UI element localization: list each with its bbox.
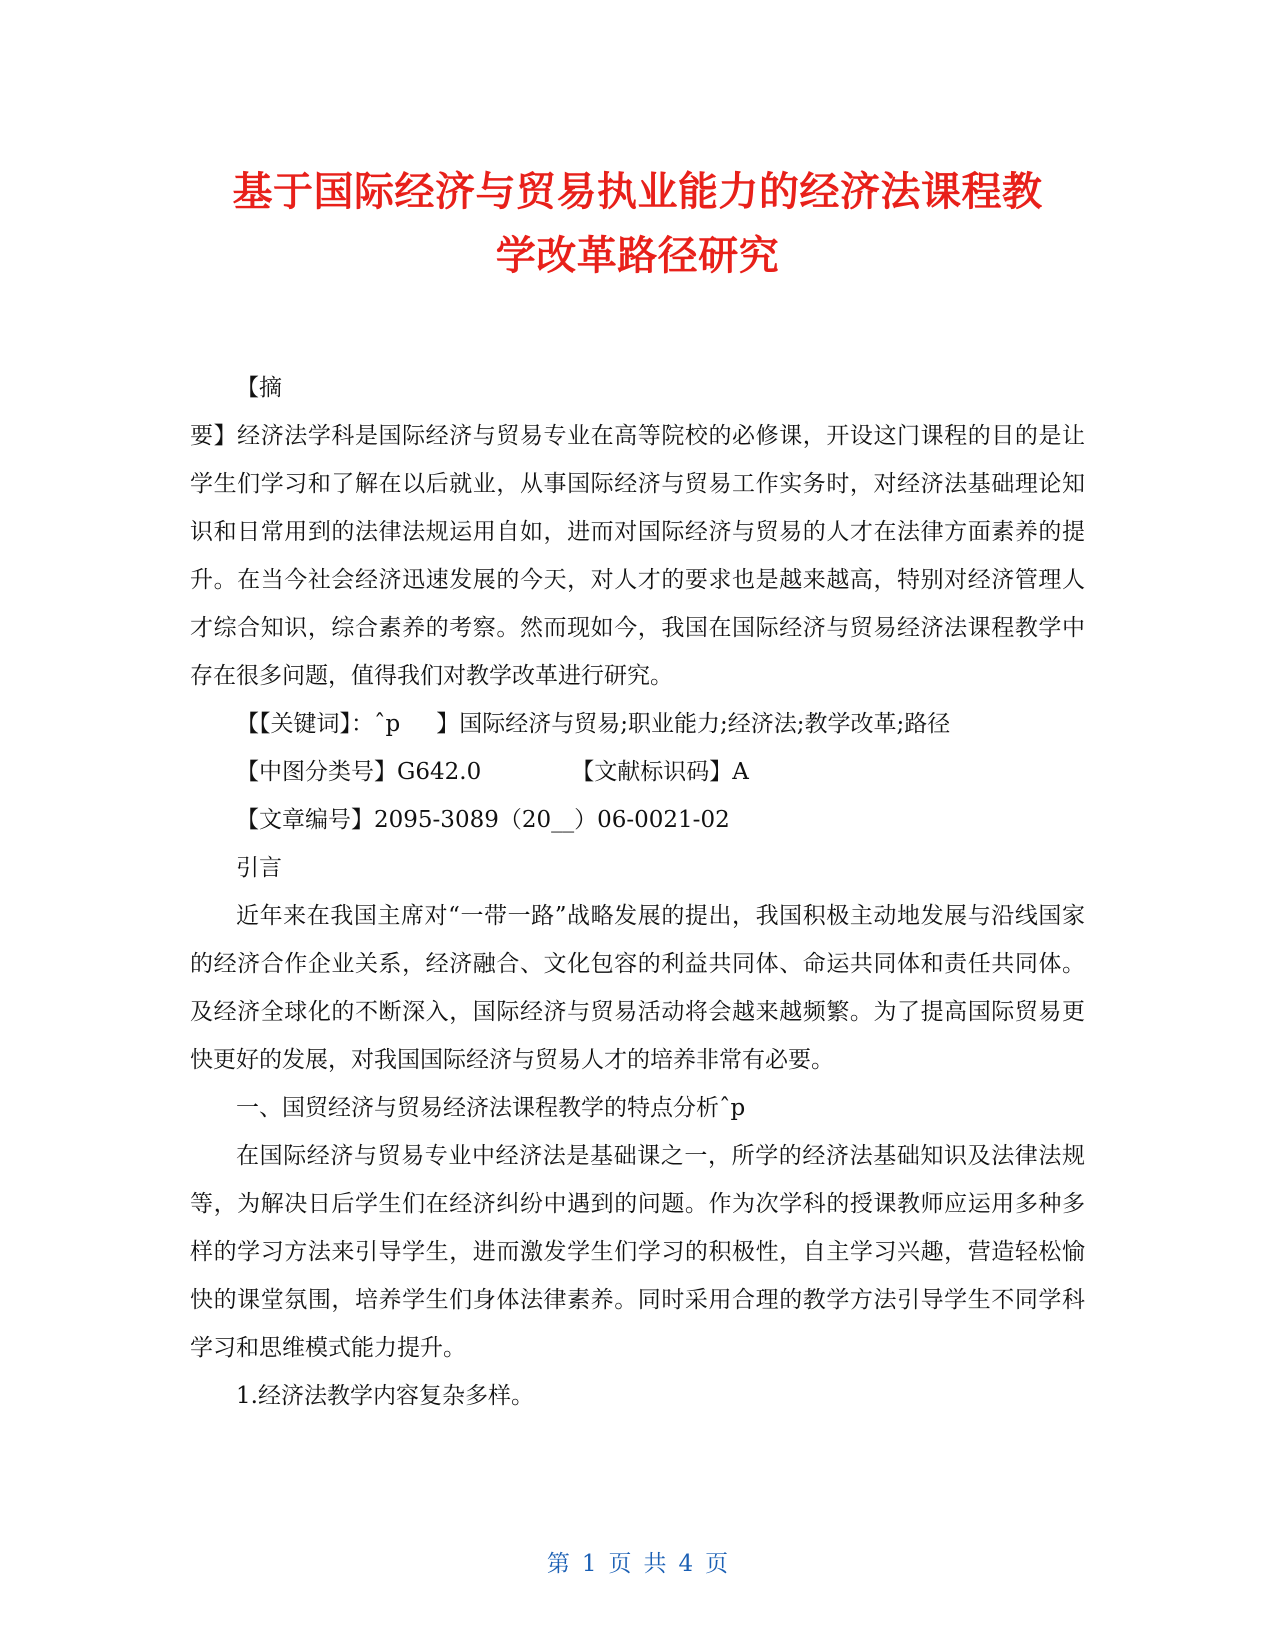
- section-1-heading: 一、国贸经济与贸易经济法课程教学的特点分析ˆp: [236, 1095, 746, 1121]
- article-no-value: 2095-3089（20__）06-0021-02: [374, 807, 730, 833]
- footer-gong: 共: [643, 1551, 667, 1577]
- keywords-line: [190, 700, 1085, 748]
- keywords-label: 【【关键词】：ˆp: [236, 711, 401, 737]
- article-no-label: 【文章编号】: [236, 807, 374, 833]
- document-body: [190, 364, 1085, 1420]
- keywords-bracket: 】: [436, 711, 460, 737]
- footer-ye-2: 页: [705, 1551, 729, 1577]
- section-1-paragraph: 在国际经济与贸易专业中经济法是基础课之一，所学的经济法基础知识及法律法规等，为解决日后学生们在经济纠纷中遇到的问题。作为次学科的授课教师应运用多种多样的学习方法来引导学生，进而激发学生们学习的积极性，自主学习兴趣，营造轻松愉快的课堂氛围，培养学生们身体法律素养。同时采用合理的教学方法引导学生不同学科学习和思维模式能力提升。: [190, 1143, 1085, 1361]
- list-item-1: 1.经济法教学内容复杂多样。: [236, 1383, 534, 1409]
- classification-line: [190, 748, 1085, 796]
- intro-paragraph: 近年来在我国主席对“一带一路”战略发展的提出，我国积极主动地发展与沿线国家的经济合作企业关系，经济融合、文化包容的利益共同体、命运共同体和责任共同体。及经济全球化的不断深入，国际经济与贸易活动将会越来越频繁。为了提高国际贸易更快更好的发展，对我国国际经济与贸易人才的培养非常有必要。: [190, 903, 1085, 1073]
- article-number-line: [190, 796, 1085, 844]
- footer-di: 第: [546, 1551, 570, 1577]
- abstract-label: 【摘: [236, 375, 282, 401]
- footer-total-pages: 4: [678, 1551, 694, 1577]
- abstract-text: 要】经济法学科是国际经济与贸易专业在高等院校的必修课，开设这门课程的目的是让学生们学习和了解在以后就业，从事国际经济与贸易工作实务时，对经济法基础理论知识和日常用到的法律法规运用自如，进而对国际经济与贸易的人才在法律方面素养的提升。在当今社会经济迅速发展的今天，对人才的要求也是越来越高，特别对经济管理人才综合知识，综合素养的考察。然而现如今，我国在国际经济与贸易经济法课程教学中存在很多问题，值得我们对教学改革进行研究。: [190, 423, 1085, 689]
- document-title-line-1: 基于国际经济与贸易执业能力的经济法课程教: [232, 169, 1043, 215]
- footer-page-number: 1: [581, 1551, 597, 1577]
- footer-ye: 页: [608, 1551, 632, 1577]
- intro-heading: 引言: [236, 855, 282, 881]
- page-footer: [0, 1548, 1275, 1580]
- document-title-line-2: 学改革路径研究: [495, 233, 780, 279]
- doc-code-label: 【文献标识码】: [571, 759, 733, 785]
- clc-value: G642.0: [397, 759, 482, 785]
- doc-code-value: A: [732, 759, 749, 785]
- clc-label: 【中图分类号】: [236, 759, 397, 785]
- keywords-value: 国际经济与贸易;职业能力;经济法;教学改革;路径: [459, 711, 951, 737]
